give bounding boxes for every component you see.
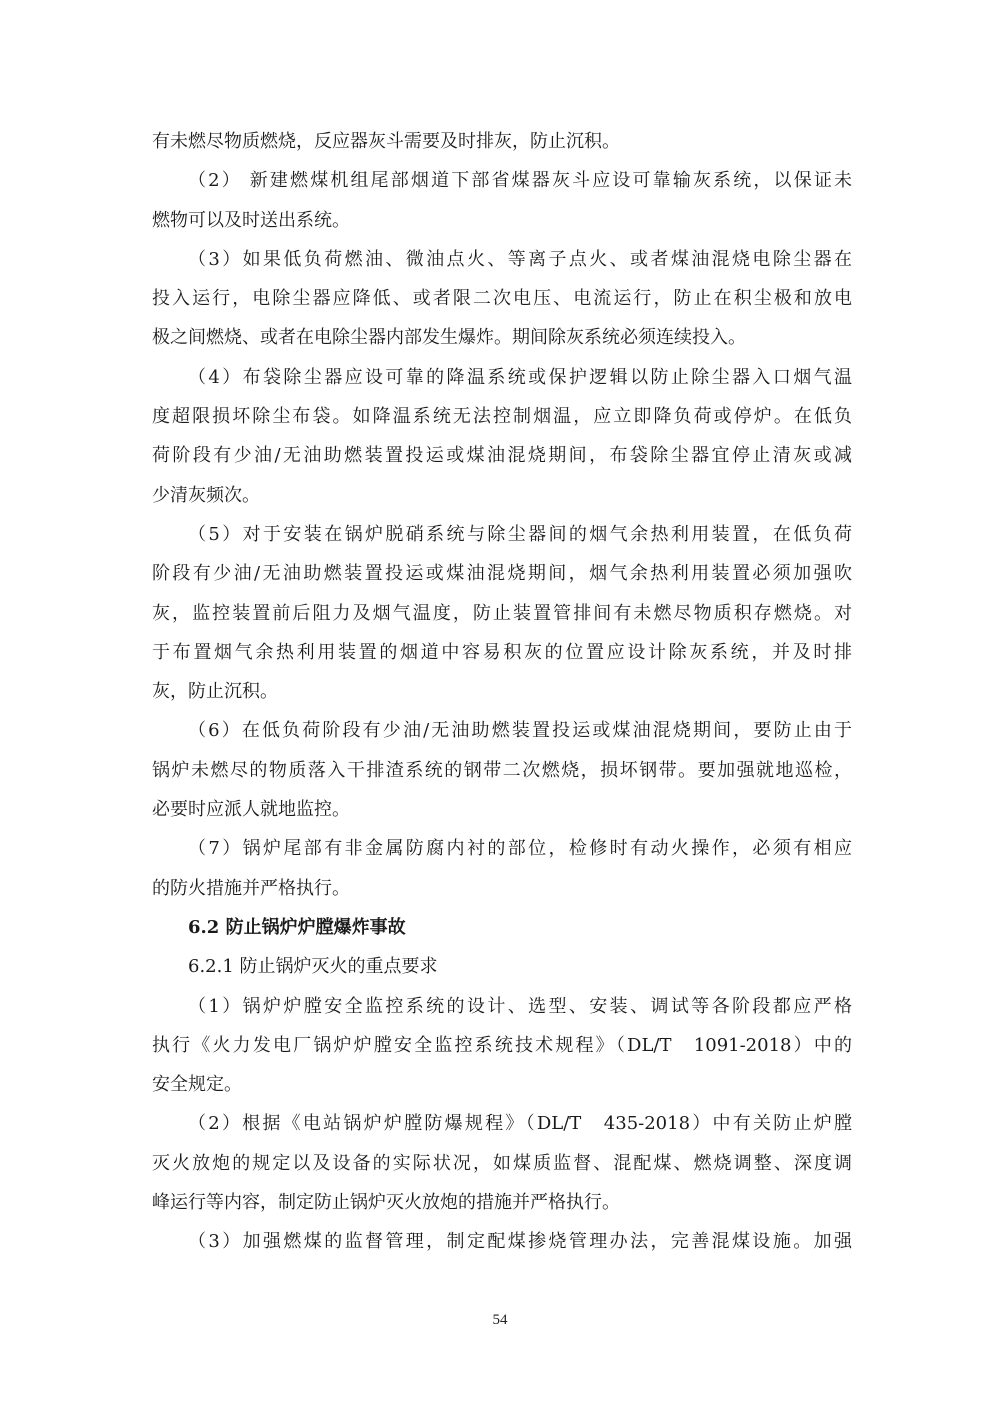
text-line: （2）根据《电站锅炉炉膛防爆规程》（DL/T 435-2018）中有关防止炉膛 [188, 1113, 852, 1135]
text-line: 荷阶段有少油/无油助燃装置投运或煤油混烧期间，布袋除尘器宜停止清灰或减 [152, 445, 852, 467]
text-line: 极之间燃烧、或者在电除尘器内部发生爆炸。期间除灰系统必须连续投入。 [152, 327, 746, 349]
section-heading: 6.2 防止锅炉炉膛爆炸事故 [188, 916, 406, 938]
text-line: 有未燃尽物质燃烧，反应器灰斗需要及时排灰，防止沉积。 [152, 131, 620, 152]
page-number: 54 [492, 1312, 508, 1328]
text-line: （6）在低负荷阶段有少油/无油助燃装置投运或煤油混烧期间，要防止由于 [188, 720, 852, 742]
text-line: 投入运行，电除尘器应降低、或者限二次电压、电流运行，防止在积尘极和放电 [152, 288, 852, 310]
text-line: 安全规定。 [152, 1074, 242, 1096]
text-line: （4）布袋除尘器应设可靠的降温系统或保护逻辑以防止除尘器入口烟气温 [188, 366, 852, 388]
text-line: （1）锅炉炉膛安全监控系统的设计、选型、安装、调试等各阶段都应严格 [188, 995, 852, 1017]
text-line: （3）如果低负荷燃油、微油点火、等离子点火、或者煤油混烧电除尘器在 [188, 248, 852, 270]
text-line: 于布置烟气余热利用装置的烟道中容易积灰的位置应设计除灰系统，并及时排 [152, 641, 852, 663]
text-line: 灭火放炮的规定以及设备的实际状况，如煤质监督、混配煤、燃烧调整、深度调 [152, 1152, 852, 1174]
text-line: （5）对于安装在锅炉脱硝系统与除尘器间的烟气余热利用装置，在低负荷 [188, 523, 852, 545]
text-line: 灰，防止沉积。 [152, 681, 278, 703]
text-line: 的防火措施并严格执行。 [152, 877, 350, 899]
text-line: 度超限损坏除尘布袋。如降温系统无法控制烟温，应立即降负荷或停炉。在低负 [152, 406, 852, 428]
subsection-heading: 6.2.1 防止锅炉灭火的重点要求 [188, 956, 438, 978]
text-line: 峰运行等内容，制定防止锅炉灭火放炮的措施并严格执行。 [152, 1192, 620, 1214]
text-line: 阶段有少油/无油助燃装置投运或煤油混烧期间，烟气余热利用装置必须加强吹 [152, 563, 852, 585]
text-line: 燃物可以及时送出系统。 [152, 209, 350, 231]
text-line: （7）锅炉尾部有非金属防腐内衬的部位，检修时有动火操作，必须有相应 [188, 838, 852, 860]
text-line: 执行《火力发电厂锅炉炉膛安全监控系统技术规程》（DL/T 1091-2018）中的 [152, 1034, 852, 1056]
text-line: （3）加强燃煤的监督管理，制定配煤掺烧管理办法，完善混煤设施。加强 [188, 1231, 852, 1253]
document-body [152, 122, 852, 1262]
text-line: 锅炉未燃尽的物质落入干排渣系统的钢带二次燃烧，损坏钢带。要加强就地巡检， [152, 759, 852, 781]
text-line: （2） 新建燃煤机组尾部烟道下部省煤器灰斗应设可靠输灰系统，以保证未 [188, 170, 852, 192]
text-line: 灰，监控装置前后阻力及烟气温度，防止装置管排间有未燃尽物质积存燃烧。对 [152, 602, 852, 624]
text-line: 少清灰频次。 [152, 484, 260, 506]
text-line: 必要时应派人就地监控。 [152, 799, 350, 821]
